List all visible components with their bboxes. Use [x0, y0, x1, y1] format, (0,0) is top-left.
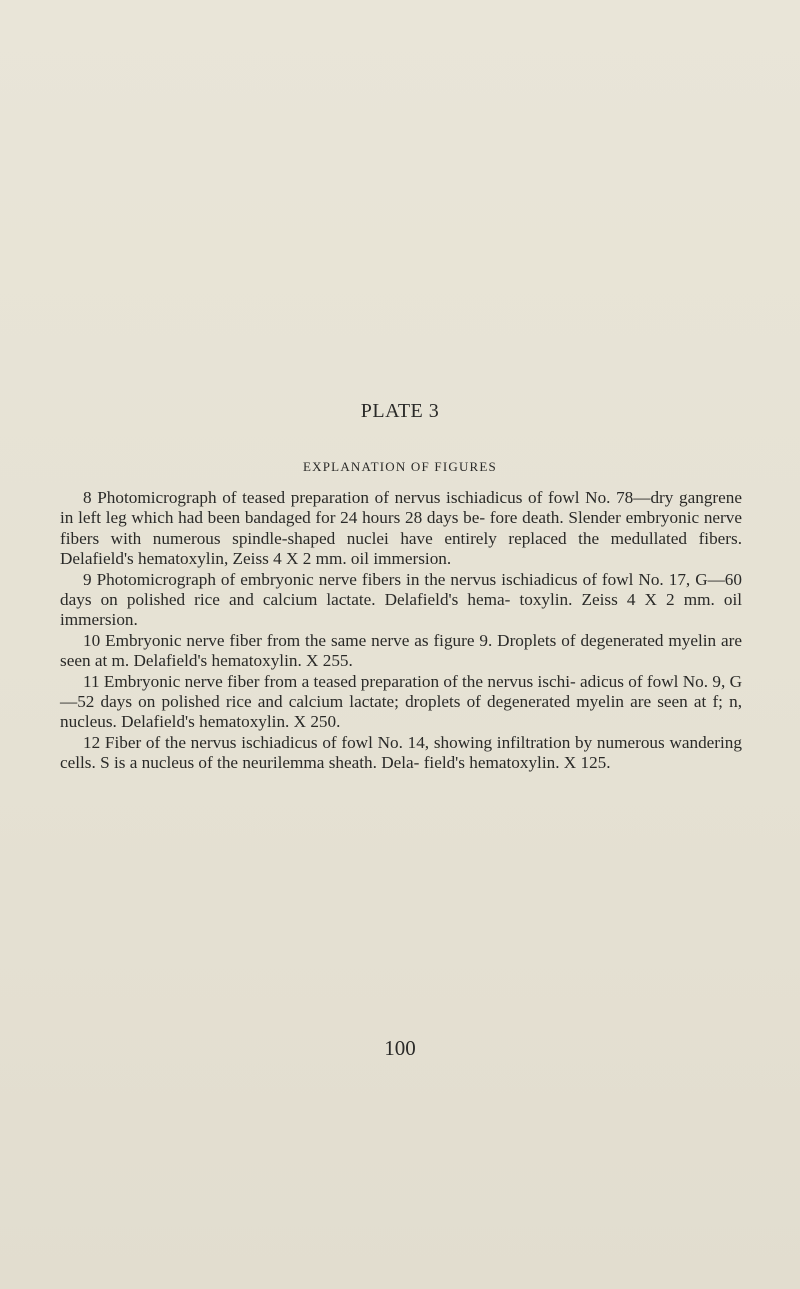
figure-11-caption: 11 Embryonic nerve fiber from a teased preparation of the nervus ischi- adicus of fowl No. 9, G—52 days on polished rice and calcium lactate; droplets of degenerated myelin are seen at f; n, nucleus. Delafield's hematoxylin. X 250.	[60, 671, 742, 732]
plate-title: PLATE 3	[360, 400, 440, 422]
figure-10-caption: 10 Embryonic nerve fiber from the same nerve as figure 9. Droplets of degenerated myelin are seen at m. Delafield's hematoxylin. X 255.	[60, 630, 742, 671]
figure-8-caption: 8 Photomicrograph of teased preparation of nervus ischiadicus of fowl No. 78—dry gangrene in left leg which had been bandaged for 24 hours 28 days be- fore death. Slender embryonic nerve fibers with numerous spindle-shaped nuclei have entirely replaced the medullated fibers. Delafield's hematoxylin, Zeiss 4 X 2 mm. oil immersion.	[60, 488, 742, 569]
page-number: 100	[384, 1036, 416, 1060]
figure-explanations	[60, 488, 742, 774]
figure-12-caption: 12 Fiber of the nervus ischiadicus of fowl No. 14, showing infiltration by numerous wandering cells. S is a nucleus of the neurilemma sheath. Dela- field's hematoxylin. X 125.	[60, 732, 742, 773]
figure-9-caption: 9 Photomicrograph of embryonic nerve fibers in the nervus ischiadicus of fowl No. 17, G—60 days on polished rice and calcium lactate. Delafield's hema- toxylin. Zeiss 4 X 2 mm. oil immersion.	[60, 569, 742, 630]
explanation-heading: EXPLANATION OF FIGURES	[303, 459, 497, 474]
